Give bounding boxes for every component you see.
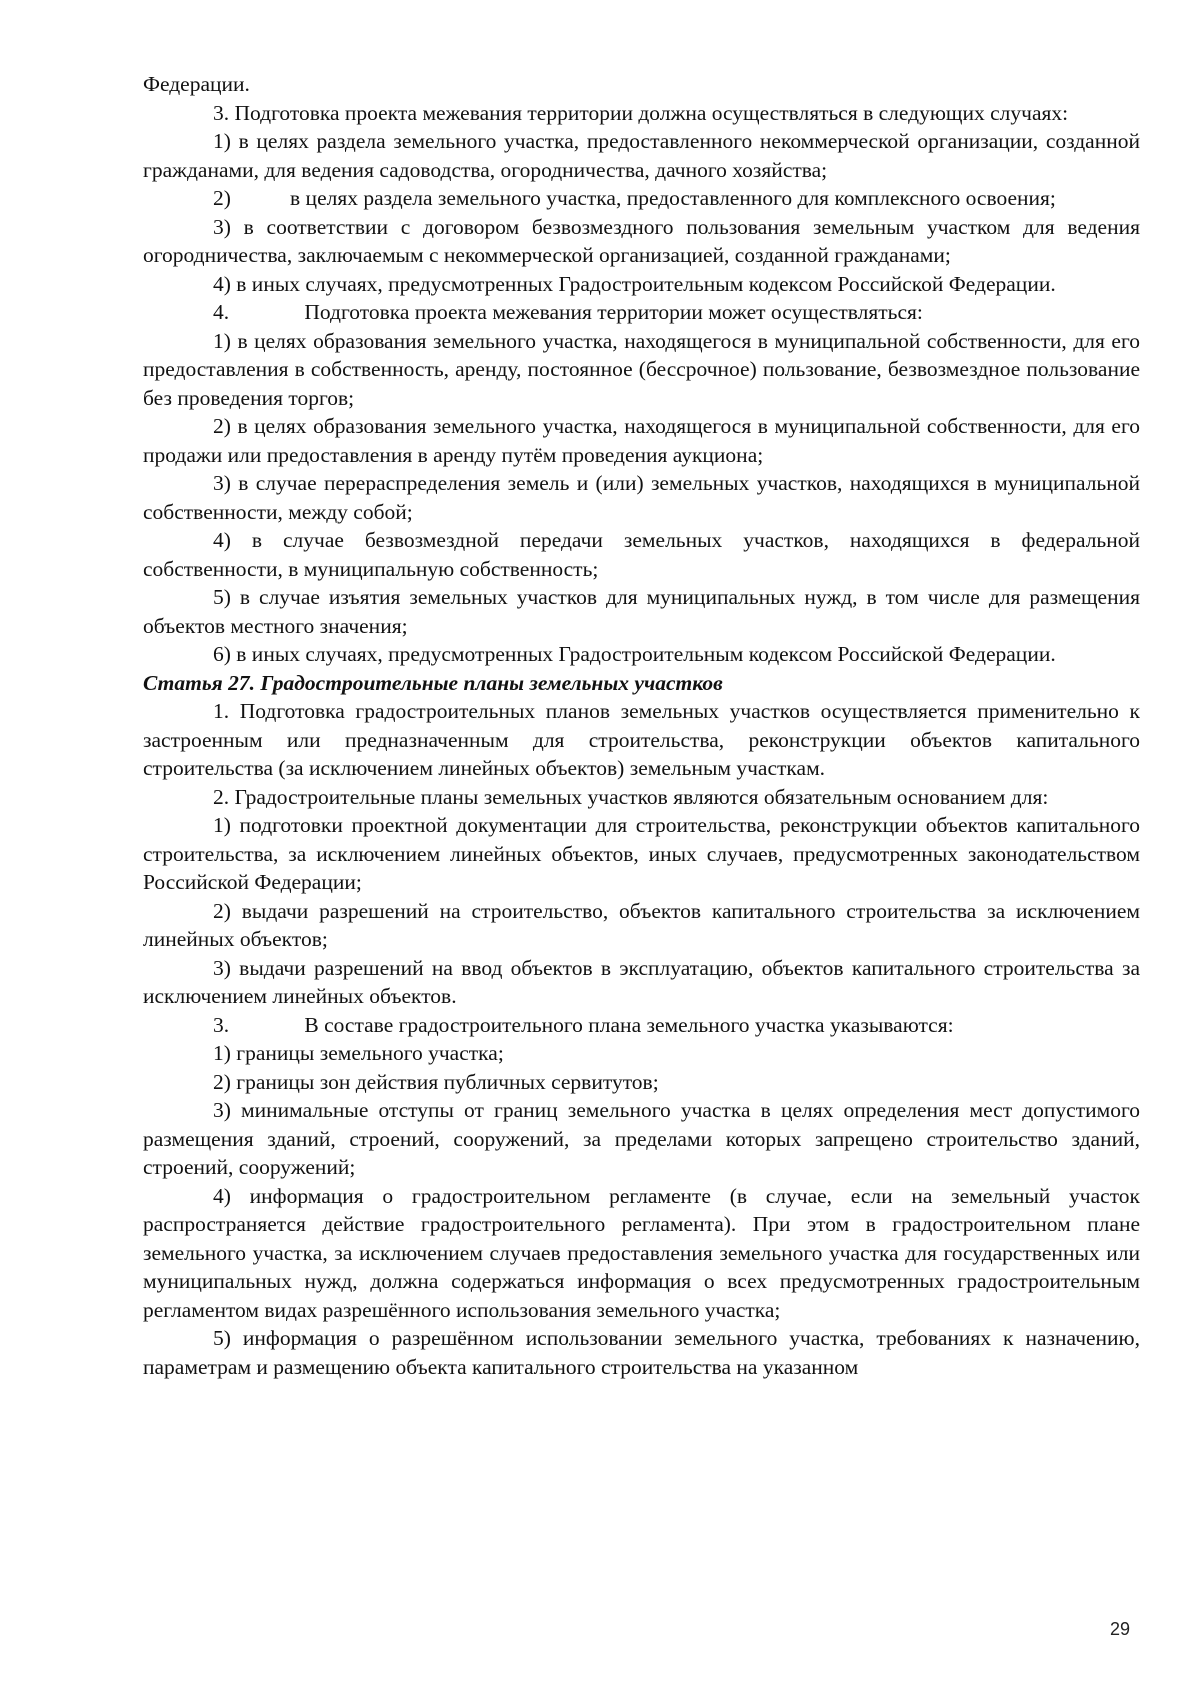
paragraph: 5) в случае изъятия земельных участков для муниципальных нужд, в том числе для размещения объектов местного значения; xyxy=(143,585,1140,638)
paragraph: 4) в случае безвозмездной передачи земельных участков, находящихся в федеральной собственности, в муниципальную собственность; xyxy=(143,528,1140,581)
paragraph: 1) в целях раздела земельного участка, предоставленного некоммерческой организации, созданной гражданами, для ведения садоводства, огородничества, дачного хозяйства; xyxy=(143,129,1140,182)
paragraph: 1) подготовки проектной документации для строительства, реконструкции объектов капитального строительства, за исключением линейных объектов, иных случаев, предусмотренных законодательством Российской Федерации; xyxy=(143,813,1140,894)
paragraph: 3) выдачи разрешений на ввод объектов в эксплуатацию, объектов капитального строительства за исключением линейных объектов. xyxy=(143,955,1140,1008)
paragraph: 3) минимальные отступы от границ земельного участка в целях определения мест допустимого размещения зданий, строений, сооружений, за пределами которых запрещено строительство зданий, строений, сооружений; xyxy=(143,1098,1140,1179)
paragraph: 3) в случае перераспределения земель и (или) земельных участков, находящихся в муниципальной собственности, между собой; xyxy=(143,471,1140,524)
paragraph: 2) границы зон действия публичных сервитутов; xyxy=(213,1069,659,1094)
paragraph: 1) в целях образования земельного участка, находящегося в муниципальной собственности, для его предоставления в собственность, аренду, постоянное (бессрочное) пользование, безвозмездное пользование без проведения торгов; xyxy=(143,328,1140,410)
paragraph: 3) в соответствии с договором безвозмездного пользования земельным участком для ведения огородничества, заключаемым с некоммерческой организацией, созданной гражданами; xyxy=(143,214,1140,267)
paragraph: 6) в иных случаях, предусмотренных Градостроительным кодексом Российской Федерации. xyxy=(213,642,1056,666)
paragraph: 2) выдачи разрешений на строительство, объектов капитального строительства за исключением линейных объектов; xyxy=(143,898,1140,951)
paragraph: 3. Подготовка проекта межевания территории должна осуществляться в следующих случаях: xyxy=(213,100,1069,125)
paragraph: 1) границы земельного участка; xyxy=(213,1041,504,1065)
paragraph: 5) информация о разрешённом использовании земельного участка, требованиях к назначению, параметрам и размещению объекта капитального строительства на указанном xyxy=(143,1326,1140,1379)
paragraph: 2) в целях раздела земельного участка, предоставленного для комплексного освоения; xyxy=(213,186,1056,210)
paragraph: 3. В составе градостроительного плана земельного участка указываются: xyxy=(213,1012,954,1037)
page-number: 29 xyxy=(1110,1619,1131,1639)
document-body xyxy=(143,70,1140,1381)
paragraph: 4) информация о градостроительном регламенте (в случае, если на земельный участок распространяется действие градостроительного регламента). При этом в градостроительном плане земельного участка, за исключением случаев предоставления земельного участка для государственных или муниципальных нужд, должна содержаться информация о всех предусмотренных градостроительным регламентом видах разрешённого использования земельного участка; xyxy=(143,1183,1140,1322)
paragraph: 4. Подготовка проекта межевания территории может осуществляться: xyxy=(213,300,923,324)
paragraph: Федерации. xyxy=(143,72,250,96)
article-heading: Статья 27. Градостроительные планы земельных участков xyxy=(143,670,723,695)
paragraph: 4) в иных случаях, предусмотренных Градостроительным кодексом Российской Федерации. xyxy=(213,271,1056,296)
paragraph: 1. Подготовка градостроительных планов земельных участков осуществляется применительно к застроенным или предназначенным для строительства, реконструкции объектов капитального строительства (за исключением линейных объектов) земельным участкам. xyxy=(143,699,1140,780)
paragraph: 2) в целях образования земельного участка, находящегося в муниципальной собственности, для его продажи или предоставления в аренду путём проведения аукциона; xyxy=(143,414,1140,467)
paragraph: 2. Градостроительные планы земельных участков являются обязательным основанием для: xyxy=(213,784,1049,809)
